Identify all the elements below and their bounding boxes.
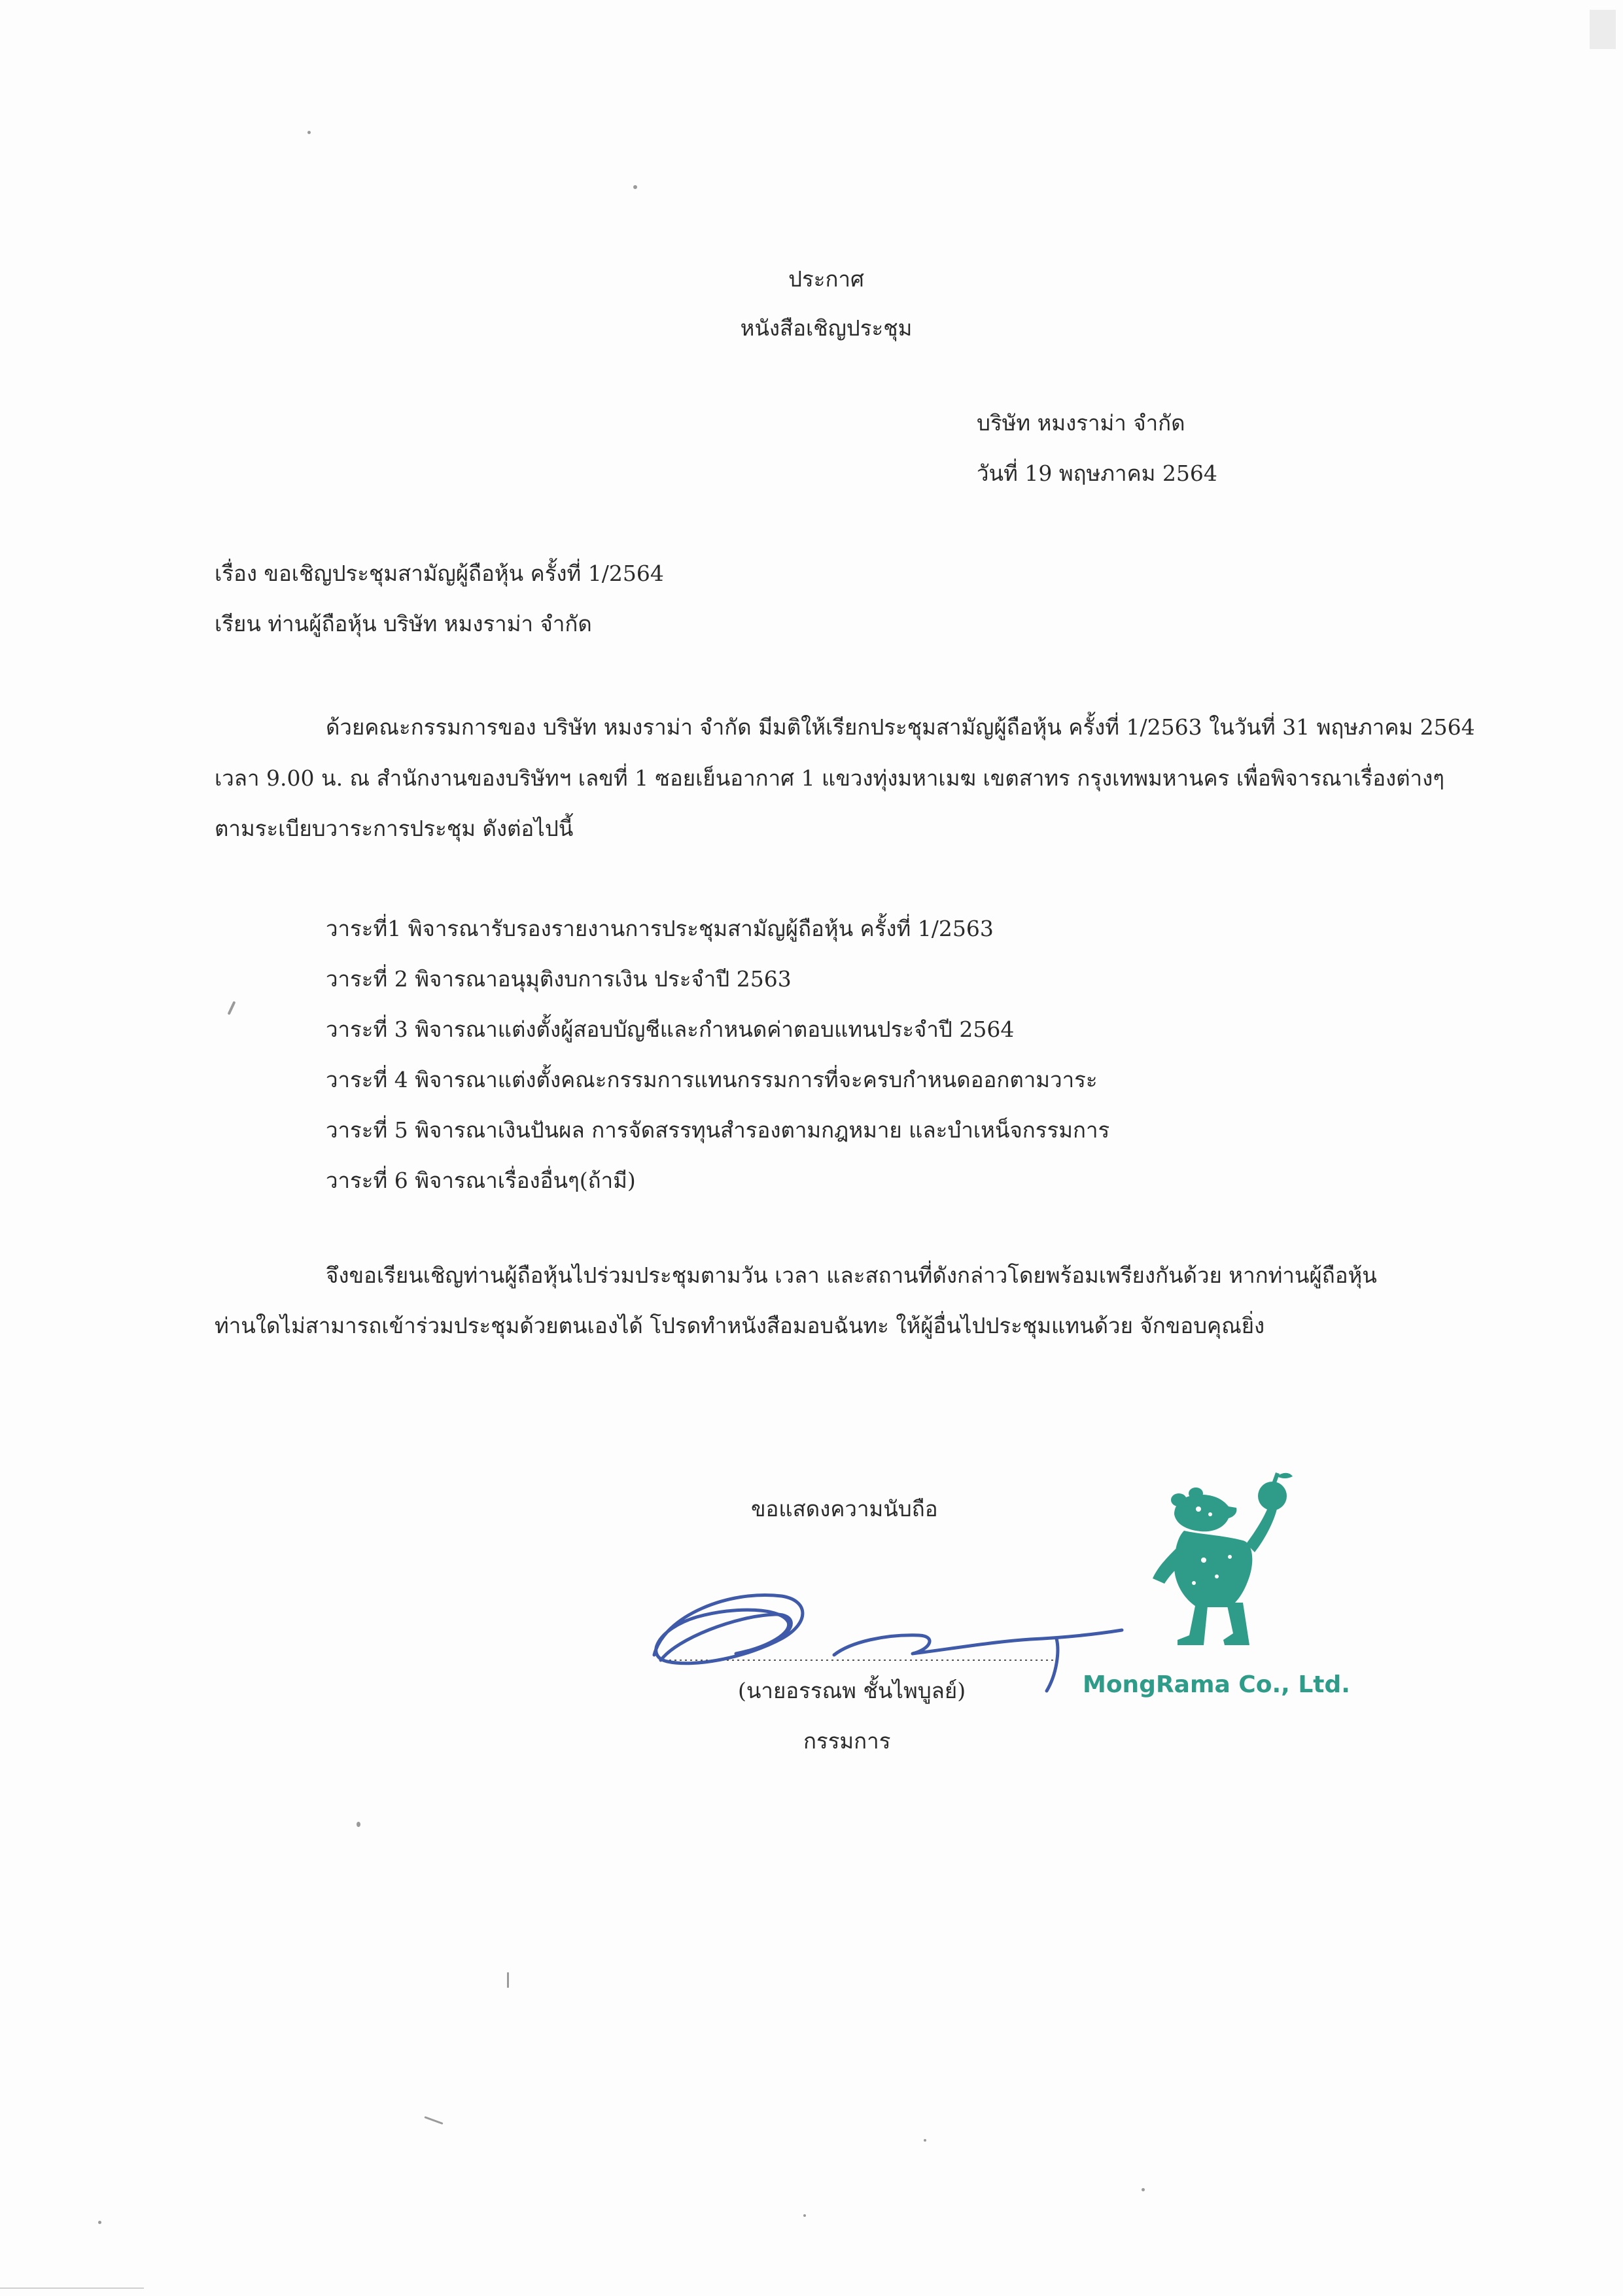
- scan-speck: [424, 2116, 443, 2125]
- paragraph-2-line: ท่านใดไม่สามารถเข้าร่วมประชุมด้วยตนเองได้ โปรดทำหนังสือมอบฉันทะ ให้ผู้อื่นไปประชุมแทนด้วย จักขอบคุณยิ่ง: [215, 1313, 1265, 1338]
- document-date: วันที่ 19 พฤษภาคม 2564: [977, 461, 1217, 486]
- agenda-item: วาระที่ 2 พิจารณาอนุมุติงบการเงิน ประจำปี 2563: [326, 966, 792, 992]
- signatory-title: กรรมการ: [803, 1728, 891, 1754]
- scan-speck: [228, 1001, 236, 1015]
- scan-speck: [507, 1972, 509, 1988]
- scan-speck: [633, 185, 637, 189]
- agenda-item: วาระที่ 6 พิจารณาเรื่องอื่นๆ(ถ้ามี): [326, 1168, 636, 1193]
- agenda-item: วาระที่ 3 พิจารณาแต่งตั้งผู้สอบบัญชีและกำหนดค่าตอบแทนประจำปี 2564: [326, 1017, 1015, 1042]
- paragraph-1-line: เวลา 9.00 น. ณ สำนักงานของบริษัทฯ เลขที่ 1 ซอยเย็นอากาศ 1 แขวงทุ่งมหาเมฆ เขตสาทร กรุงเทพมหานคร เพื่อพิจารณาเรื่องต่างๆ: [215, 765, 1444, 791]
- scan-speck: [98, 2221, 101, 2224]
- scan-edge: [0, 2287, 144, 2289]
- closing-regards: ขอแสดงความนับถือ: [751, 1496, 938, 1522]
- scan-speck: [924, 2139, 926, 2142]
- bear-with-apple-icon: [1138, 1469, 1299, 1648]
- agenda-item: วาระที่1 พิจารณารับรองรายงานการประชุมสามัญผู้ถือหุ้น ครั้งที่ 1/2563: [326, 916, 994, 941]
- paragraph-2-line: จึงขอเรียนเชิญท่านผู้ถือหุ้นไปร่วมประชุมตามวัน เวลา และสถานที่ดังกล่าวโดยพร้อมเพรียงกันด้วย หากท่านผู้ถือหุ้น: [326, 1262, 1377, 1288]
- company-logo-text: MongRama Co., Ltd.: [1083, 1671, 1350, 1698]
- scan-speck: [1142, 2188, 1145, 2191]
- subject-line: เรื่อง ขอเชิญประชุมสามัญผู้ถือหุ้น ครั้งที่ 1/2564: [215, 561, 664, 586]
- paragraph-1-line: ด้วยคณะกรรมการของ บริษัท หมงราม่า จำกัด มีมติให้เรียกประชุมสามัญผู้ถือหุ้น ครั้งที่ 1/2563 ในวันที่ 31 พฤษภาคม 2564: [326, 714, 1475, 740]
- agenda-item: วาระที่ 4 พิจารณาแต่งตั้งคณะกรรมการแทนกรรมการที่จะครบกำหนดออกตามวาระ: [326, 1067, 1098, 1092]
- document-title: หนังสือเชิญประชุม: [740, 315, 913, 341]
- announcement-heading: ประกาศ: [788, 266, 864, 292]
- agenda-item: วาระที่ 5 พิจารณาเงินปันผล การจัดสรรทุนสำรองตามกฎหมาย และบำเหน็จกรรมการ: [326, 1117, 1110, 1143]
- scan-speck: [357, 1822, 360, 1827]
- paragraph-1-line: ตามระเบียบวาระการประชุม ดังต่อไปนี้: [215, 816, 574, 841]
- sender-company: บริษัท หมงราม่า จำกัด: [977, 410, 1185, 436]
- recipient-line: เรียน ท่านผู้ถือหุ้น บริษัท หมงราม่า จำกัด: [215, 611, 592, 636]
- scan-speck: [307, 131, 311, 134]
- scan-speck: [803, 2214, 806, 2217]
- signatory-name: (นายอรรณพ ชั้นไพบูลย์): [738, 1678, 966, 1703]
- scan-edge: [1590, 10, 1616, 49]
